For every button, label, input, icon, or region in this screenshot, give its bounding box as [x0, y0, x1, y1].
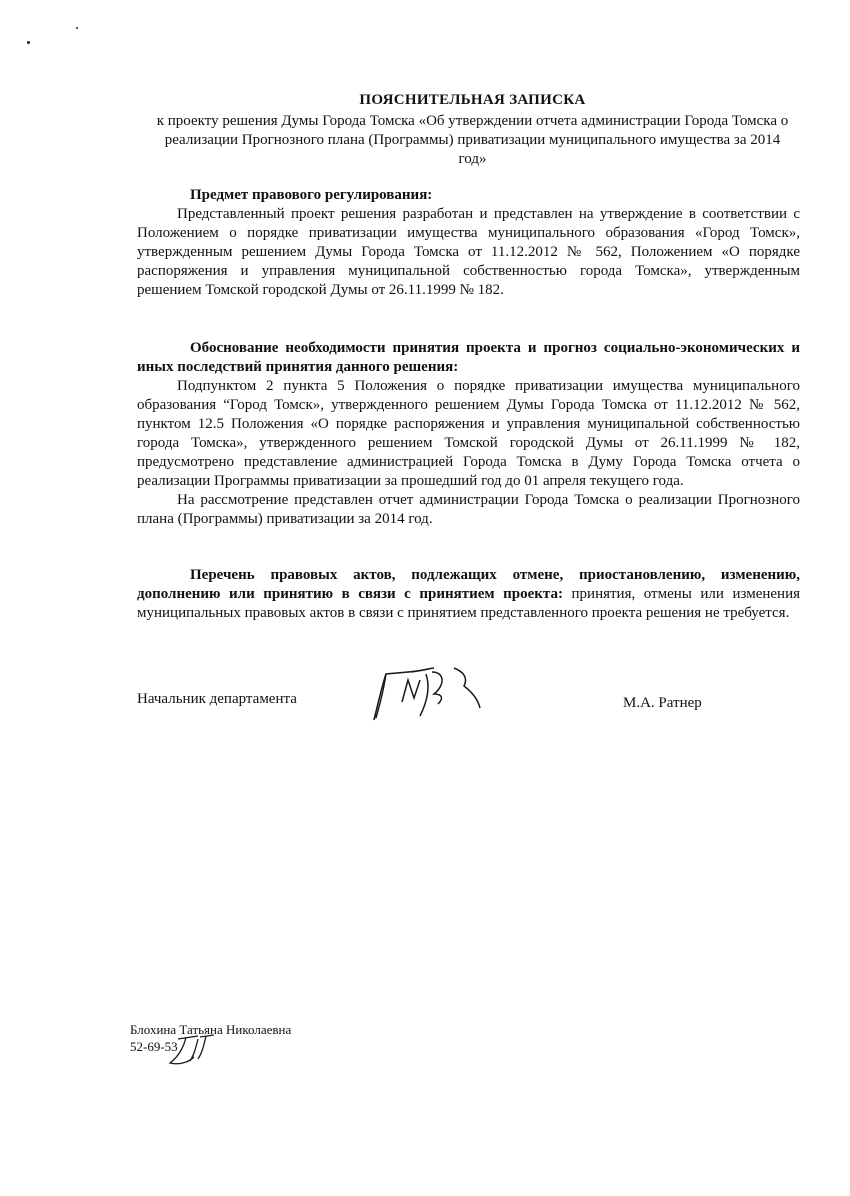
signatory-name: М.А. Ратнер: [623, 695, 702, 711]
signatory-position: Начальник департамента: [137, 691, 297, 707]
section-justification-paragraph-2: На рассмотрение представлен отчет администрации Города Томска о реализации Прогнозного плана (Программы) приватизации за 2014 год.: [137, 492, 800, 527]
document-subtitle: к проекту решения Думы Города Томска «Об утверждении отчета администрации Города Томска о реализации Прогнозного плана (Программы) приватизации муниципального имущества за 2014 год»: [156, 113, 789, 167]
document-title: ПОЯСНИТЕЛЬНАЯ ЗАПИСКА: [359, 92, 586, 108]
handwritten-signature: [368, 664, 493, 724]
scan-speck: [27, 41, 30, 44]
executor-initials-signature: [168, 1033, 218, 1067]
section-justification: [137, 339, 800, 529]
executor-phone: 52-69-53: [130, 1039, 178, 1054]
section-acts-list: [137, 566, 800, 623]
section-legal-subject-heading: Предмет правового регулирования:: [190, 187, 433, 203]
section-legal-subject: [137, 186, 800, 300]
section-acts-list-heading: Перечень правовых актов, подлежащих отмене, приостановлению, изменению, дополнению или принятию в связи с принятием проекта:: [137, 567, 800, 602]
executor-name: Блохина Татьяна Николаевна: [130, 1022, 292, 1037]
scan-speck: [76, 27, 78, 29]
section-acts-list-text: принятия, отмены или изменения муниципальных правовых актов в связи с принятием представленного проекта решения не требуется.: [137, 586, 800, 621]
section-justification-heading: Обоснование необходимости принятия проекта и прогноз социально-экономических и иных последствий принятия данного решения:: [137, 340, 800, 375]
section-legal-subject-text: Представленный проект решения разработан и представлен на утверждение в соответствии с Положением о порядке приватизации имущества муниципального образования «Город Томск», утвержденным решением Думы Города Томска от 11.12.2012 № 562, Положением «О порядке распоряжения и управления муниципальной собственностью города Томска», утвержденным решением Томской городской Думы от 26.11.1999 № 182.: [137, 206, 800, 298]
section-justification-paragraph-1: Подпунктом 2 пункта 5 Положения о порядке приватизации имущества муниципального образования “Город Томск», утвержденного решением Думы Города Томска от 11.12.2012 № 562, пунктом 12.5 Положения «О порядке распоряжения и управления муниципальной собственностью города Томска», утвержденного решением Томской городской Думы от 26.11.1999 № 182, предусмотрено представление администрацией Города Томска в Думу Города Томска отчета о реализации Программы приватизации за прошедший год до 01 апреля текущего года.: [137, 378, 800, 489]
